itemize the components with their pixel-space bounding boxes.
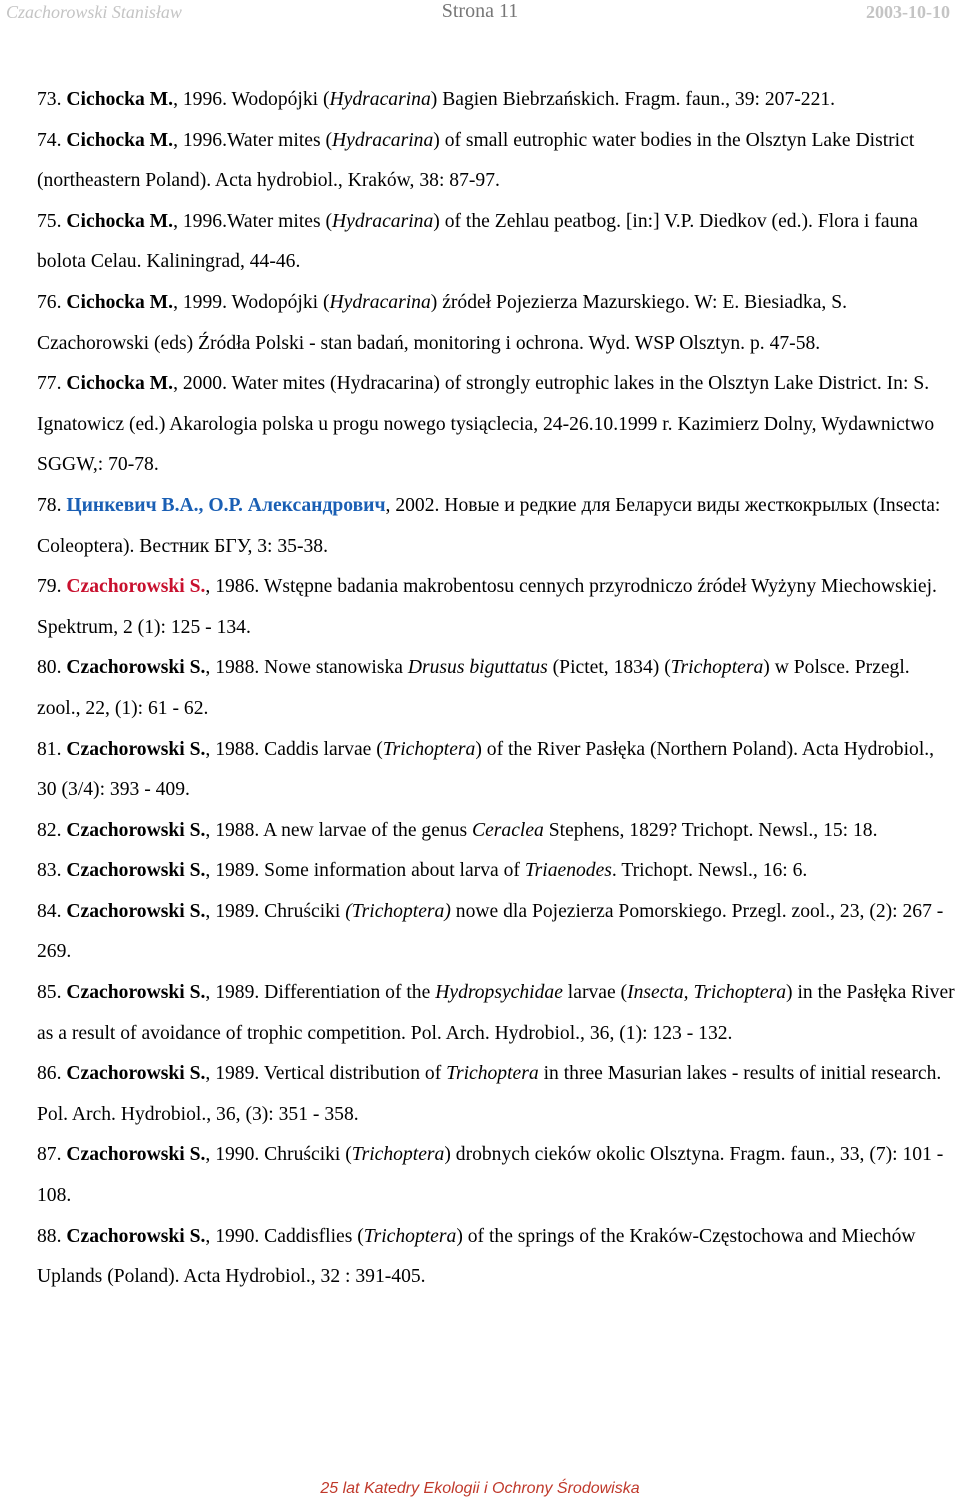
- entry-text: ) drobnych cieków okolic Olsztyna. Fragm. faun., 33, (7): 101 - 108.: [37, 1144, 944, 1207]
- entry-year: , 1988.: [205, 738, 260, 760]
- reference-entry: [37, 486, 957, 567]
- entry-number: 77.: [37, 373, 62, 395]
- entry-author: Czachorowski S.: [66, 900, 206, 922]
- reference-entry: [37, 121, 957, 202]
- entry-text: larvae (: [562, 982, 628, 1004]
- reference-entry: [37, 283, 957, 364]
- entry-year: , 1989.: [205, 1063, 260, 1085]
- entry-text: Stephens, 1829? Trichopt. Newsl., 15: 18.: [543, 819, 878, 841]
- entry-italic: Drusus biguttatus: [407, 657, 548, 679]
- entry-number: 75.: [37, 210, 62, 232]
- header-date: 2003-10-10: [866, 2, 950, 22]
- entry-text: Some information about larva of: [259, 860, 525, 882]
- entry-text: Water mites (Hydracarina) of strongly eutrophic lakes in the Olsztyn Lake District. In: S. Ignatowicz (ed.) Akarologia polska u progu nowego tysiąclecia, 24-26.10.1999 r. Kazimierz Dolny, Wydawnictwo SGGW,: 70-78.: [37, 373, 935, 476]
- entry-text: Wstępne badania makrobentosu cennych przyrodniczo źródeł Wyżyny Miechowskiej. Spektrum, 2 (1): 125 - 134.: [37, 576, 937, 638]
- entry-year: , 2002.: [385, 494, 440, 516]
- entry-author: Cichocka M.: [66, 129, 174, 151]
- entry-author: Czachorowski S.: [66, 1225, 206, 1247]
- entry-year: , 1990.: [205, 1144, 260, 1166]
- entry-author: Цинкевич В.А., О.Р. Александрович: [66, 494, 386, 516]
- entry-year: , 1986.: [205, 576, 260, 598]
- entry-text: Новые и редкие для Беларуси виды жесткокрылых (Insecta: Coleoptera). Вестник БГУ, 3: 35-38.: [37, 494, 941, 557]
- reference-entry: [37, 973, 957, 1054]
- entry-year: , 1996.: [173, 89, 227, 110]
- entry-number: 79.: [37, 576, 62, 598]
- entry-text: Chruściki (: [259, 1144, 352, 1166]
- entry-year: , 1988.: [205, 657, 260, 679]
- entry-italic: Hydracarina: [329, 89, 431, 110]
- entry-text: ) w Polsce. Przegl. zool., 22, (1): 61 - 62.: [37, 657, 910, 719]
- reference-entry: [37, 567, 957, 648]
- entry-number: 88.: [37, 1225, 62, 1247]
- entry-year: , 1988.: [205, 819, 260, 841]
- entry-text: Nowe stanowiska: [259, 657, 408, 679]
- reference-entry: [37, 1217, 957, 1298]
- entry-text: Water mites (: [226, 129, 333, 151]
- entry-number: 78.: [37, 494, 62, 516]
- entry-text: Wodopójki (: [226, 291, 330, 313]
- entry-number: 86.: [37, 1063, 62, 1085]
- entry-text: (Pictet, 1834) (: [547, 657, 671, 679]
- entry-author: Cichocka M.: [66, 89, 174, 110]
- entry-author: Czachorowski S.: [66, 738, 206, 760]
- entry-number: 83.: [37, 860, 62, 882]
- reference-entry: [37, 364, 957, 486]
- entry-author: Czachorowski S.: [66, 860, 206, 882]
- entry-text: Caddisflies (: [259, 1225, 364, 1247]
- entry-text: Wodopójki (: [226, 89, 330, 110]
- entry-author: Cichocka M.: [66, 210, 174, 232]
- entry-number: 74.: [37, 129, 62, 151]
- page-footer: 25 lat Katedry Ekologii i Ochrony Środowiska: [320, 1480, 640, 1497]
- entry-italic: Hydracarina: [329, 291, 431, 313]
- entry-number: 80.: [37, 657, 62, 679]
- entry-italic: Trichoptera: [670, 657, 764, 679]
- header-author: Czachorowski Stanisław: [6, 2, 182, 22]
- reference-entry: [37, 892, 957, 973]
- reference-entry: [37, 730, 957, 811]
- entry-italic: (Trichoptera): [345, 900, 451, 922]
- entry-number: 84.: [37, 900, 62, 922]
- reference-entry: [37, 851, 957, 892]
- entry-text: . Trichopt. Newsl., 16: 6.: [611, 860, 808, 882]
- reference-entry: [37, 80, 957, 121]
- entry-number: 85.: [37, 982, 62, 1004]
- entry-text: ) in the Pasłęka River as a result of avoidance of trophic competition. Pol. Arch. Hydrobiol., 36, (1): 123 - 132.: [37, 982, 955, 1044]
- entry-text: in three Masurian lakes - results of initial research. Pol. Arch. Hydrobiol., 36, (3): 351 - 358.: [37, 1063, 942, 1125]
- entry-text: ) of the Zehlau peatbog. [in:] V.P. Diedkov (ed.). Flora i fauna bolota Celau. Kaliningrad, 44-46.: [37, 210, 918, 273]
- reference-entry: [37, 648, 957, 729]
- entry-text: A new larvae of the genus: [259, 819, 473, 841]
- entry-italic: Triaenodes: [524, 860, 612, 882]
- entry-text: ) of small eutrophic water bodies in the Olsztyn Lake District (northeastern Poland). Acta hydrobiol., Kraków, 38: 87-97.: [37, 129, 915, 192]
- entry-text: nowe dla Pojezierza Pomorskiego. Przegl. zool., 23, (2): 267 - 269.: [37, 900, 944, 963]
- entry-author: Czachorowski S.: [66, 1063, 206, 1085]
- entry-number: 81.: [37, 738, 62, 760]
- entry-year: , 1989.: [205, 982, 260, 1004]
- entry-author: Czachorowski S.: [66, 657, 206, 679]
- entry-number: 73.: [37, 89, 62, 110]
- entry-text: ) Bagien Biebrzańskich. Fragm. faun., 39: 207-221.: [430, 89, 836, 110]
- entry-year: , 1996.: [173, 129, 227, 151]
- entry-italic: Hydropsychidae: [435, 982, 563, 1004]
- reference-entry: [37, 202, 957, 283]
- entry-author: Czachorowski S.: [66, 1144, 206, 1166]
- entry-text: Chruściki: [259, 900, 346, 922]
- entry-text: Water mites (: [226, 210, 333, 232]
- entry-text: ) źródeł Pojezierza Mazurskiego. W: E. Biesiadka, S. Czachorowski (eds) Źródła Polski - stan badań, monitoring i ochrona. Wyd. WSP Olsztyn. p. 47-58.: [37, 291, 847, 354]
- entry-author: Cichocka M.: [66, 373, 174, 395]
- entry-year: , 1990.: [205, 1225, 260, 1247]
- entry-italic: Trichoptera: [351, 1144, 445, 1166]
- entry-italic: Trichoptera: [382, 738, 476, 760]
- page-header: [0, 0, 960, 30]
- reference-list: [37, 80, 957, 1298]
- entry-year: , 1999.: [173, 291, 227, 313]
- entry-year: , 1989.: [205, 860, 260, 882]
- entry-italic: Trichoptera: [363, 1225, 457, 1247]
- entry-author: Czachorowski S.: [66, 819, 206, 841]
- entry-text: ) of the springs of the Kraków-Częstochowa and Miechów Uplands (Poland). Acta Hydrobiol., 32 : 391-405.: [37, 1225, 916, 1288]
- entry-author: Czachorowski S.: [66, 576, 206, 598]
- entry-text: ) of the River Pasłęka (Northern Poland). Acta Hydrobiol., 30 (3/4): 393 - 409.: [37, 738, 935, 801]
- entry-italic: Hydracarina: [332, 129, 434, 151]
- entry-italic: Ceraclea: [472, 819, 544, 841]
- reference-entry: [37, 1135, 957, 1216]
- entry-text: Caddis larvae (: [259, 738, 383, 760]
- entry-number: 76.: [37, 291, 62, 313]
- header-page-number: Strona 11: [441, 0, 519, 22]
- entry-number: 87.: [37, 1144, 62, 1166]
- entry-year: , 1996.: [173, 210, 227, 232]
- entry-author: Czachorowski S.: [66, 982, 206, 1004]
- entry-italic: Insecta, Trichoptera: [627, 982, 787, 1004]
- entry-year: , 1989.: [205, 900, 260, 922]
- entry-italic: Trichoptera: [446, 1063, 539, 1085]
- entry-number: 82.: [37, 819, 62, 841]
- entry-text: Vertical distribution of: [259, 1063, 447, 1085]
- entry-year: , 2000.: [173, 373, 227, 395]
- entry-author: Cichocka M.: [66, 291, 174, 313]
- reference-entry: [37, 1054, 957, 1135]
- reference-entry: [37, 811, 957, 852]
- entry-italic: Hydracarina: [332, 210, 434, 232]
- entry-text: Differentiation of the: [259, 982, 436, 1004]
